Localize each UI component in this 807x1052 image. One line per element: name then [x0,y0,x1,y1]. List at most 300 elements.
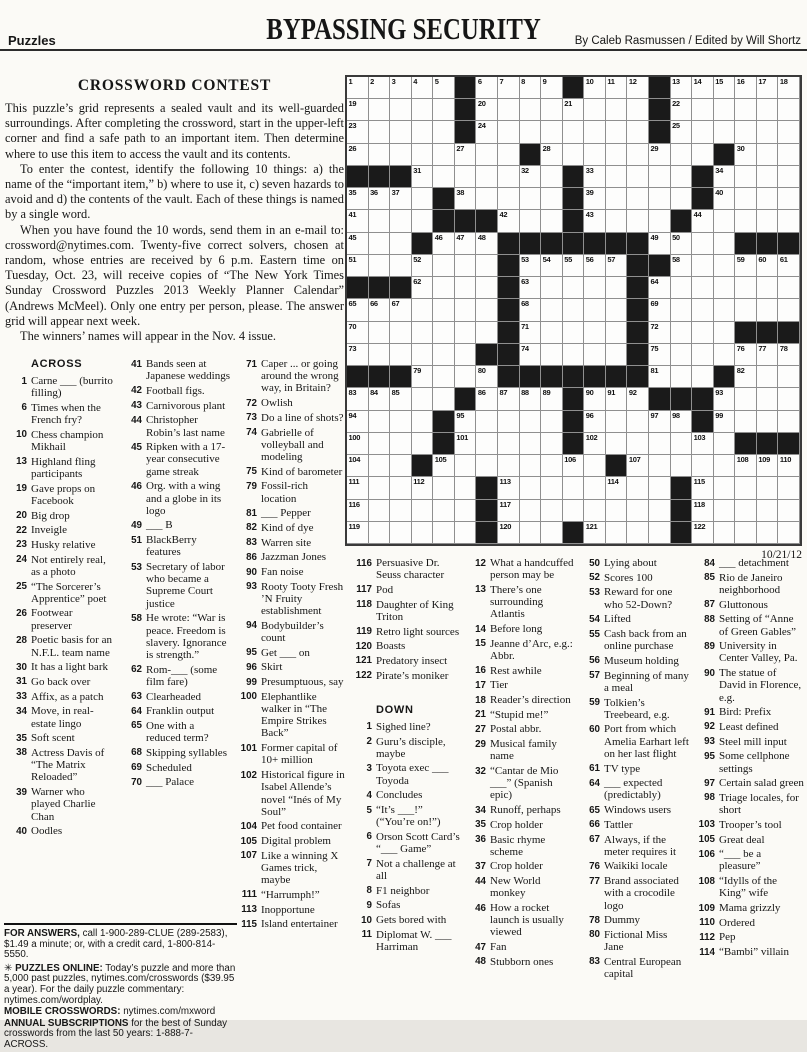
clue-number: 36 [475,834,486,846]
grid-cell [757,166,779,188]
grid-cell [671,233,693,255]
grid-cell [627,188,649,210]
grid-cell [563,322,585,344]
grid-cell [778,388,800,410]
clue-text: Certain salad green [719,777,804,790]
puzzle-date: 10/21/12 [761,549,802,561]
clue-text: Sofas [376,899,401,912]
clue-text: Stubborn ones [490,955,554,968]
clue [694,792,804,816]
cell-number: 77 [758,343,767,353]
grid-cell [606,166,628,188]
footer-online-line [4,964,237,1006]
grid-black-cell [390,366,412,388]
grid-cell [757,210,779,232]
grid-cell [369,233,391,255]
clue-number: 55 [589,628,600,640]
clue-number: 13 [475,584,486,596]
cell-number: 88 [521,388,529,398]
clue-text: Daughter of King Triton [376,598,454,623]
cell-number: 28 [542,143,551,153]
grid-black-cell [714,366,736,388]
cell-number: 18 [779,77,788,86]
grid-cell [778,77,800,99]
clue-text: Affix, as a patch [31,690,104,703]
clue [694,572,804,596]
clue [236,850,346,887]
clue-number: 114 [699,946,715,958]
clue-number: 47 [475,941,486,953]
grid-cell [584,99,606,121]
clue-number: 73 [246,412,257,424]
cell-number: 36 [370,188,378,198]
grid-cell [584,255,606,277]
grid-cell [671,366,693,388]
clue [694,557,804,569]
grid-cell [584,500,606,522]
cell-number: 52 [413,254,421,264]
grid-cell [520,299,542,321]
grid-cell [563,344,585,366]
clue-text: Lying about [604,557,657,569]
grid-cell [347,522,369,544]
clue-column-7 [694,557,804,961]
grid-black-cell [778,233,800,255]
grid-cell [649,144,671,166]
grid-cell [390,188,412,210]
clue-number: 1 [21,375,27,387]
clue [121,705,231,717]
clue [121,385,231,397]
clue [351,804,461,828]
grid-cell [671,277,693,299]
grid-cell [692,522,714,544]
clue-number: 97 [704,777,715,789]
cell-number: 13 [672,77,680,86]
cell-number: 33 [585,165,594,175]
clue [351,584,461,596]
grid-cell [412,121,434,143]
grid-cell [735,477,757,499]
clue [236,427,346,464]
grid-black-cell [347,277,369,299]
clue-text: Football figs. [146,384,205,397]
grid-cell [412,255,434,277]
grid-cell [649,299,671,321]
clue-text: Ordered [719,916,756,929]
cell-number: 7 [499,77,504,86]
clue-text: “Cantar de Mio ___” (Spanish epic) [490,765,559,802]
contest-instructions [5,77,344,344]
grid-cell [563,121,585,143]
clue-text: Move, in real-estate lingo [31,705,94,730]
clue-text: “It’s ___!” (“You’re on!”) [376,804,441,829]
grid-cell [541,411,563,433]
clue-number: 93 [704,736,715,748]
clue [236,480,346,504]
grid-cell [627,477,649,499]
clue-text: Setting of “Anne of Green Gables” [719,613,796,638]
clue-text: Boasts [376,640,406,653]
grid-cell [671,121,693,143]
grid-cell [757,477,779,499]
clue [694,946,804,958]
cell-number: 73 [348,343,357,353]
clue [6,705,116,729]
grid-cell [476,411,498,433]
clue-number: 109 [698,902,715,914]
cell-number: 104 [348,455,361,465]
grid-cell [735,255,757,277]
grid-cell [735,121,757,143]
grid-cell [541,144,563,166]
clue-number: 107 [240,850,257,862]
clue-number: 74 [246,427,257,439]
grid-cell [757,455,779,477]
clue-number: 79 [246,480,257,492]
grid-cell [671,433,693,455]
grid-cell [692,344,714,366]
grid-cell [455,500,477,522]
grid-cell [541,99,563,121]
grid-cell [498,99,520,121]
clue-text: Crop holder [490,818,543,831]
grid-cell [627,210,649,232]
grid-black-cell [563,233,585,255]
clue-number: 106 [698,848,715,860]
clue-number: 64 [131,705,142,717]
grid-cell [433,522,455,544]
clue-text: Pirate’s moniker [376,669,449,682]
clue-number: 85 [704,572,715,584]
clue [121,612,231,661]
cell-number: 50 [672,232,680,242]
clue-text: Times when the French fry? [31,401,101,427]
cell-number: 116 [348,499,360,509]
clue [121,664,231,688]
grid-cell [714,255,736,277]
grid-black-cell [433,210,455,232]
grid-cell [498,388,520,410]
clue-number: 120 [355,640,372,652]
clue-number: 72 [246,397,257,409]
cell-number: 92 [628,388,637,398]
clue-text: Beginning of many a meal [604,669,689,694]
grid-black-cell [671,477,693,499]
clue-text: Gabrielle of volleyball and modeling [261,426,324,463]
grid-cell [778,144,800,166]
contest-paragraph-3: When you have found the 10 words, send them in an e-mail to: crossword@nytimes.com. Twenty-five correct solvers, chosen at random, whose entries are received by 6 p.m. Eastern time on Tuesday, Oct. 23, will receive copies of “The New York Times Sunday Crossword Puzzles 2013 Weekly Planner Calendar” (Andrews McMeel). Only one entry per person, please. The answer grid will appear next week. [5,222,344,328]
clue-number: 76 [589,860,600,872]
grid-black-cell [498,299,520,321]
clue-number: 67 [589,834,600,846]
grid-cell [735,411,757,433]
grid-black-cell [735,322,757,344]
cell-number: 47 [456,232,465,242]
grid-cell [606,210,628,232]
grid-cell [412,144,434,166]
clue [579,763,689,775]
grid-cell [778,166,800,188]
clue-text: Caper ... or going around the wrong way, in Britain? [261,358,339,395]
clue [236,620,346,644]
grid-cell [757,299,779,321]
grid-cell [563,277,585,299]
cell-number: 3 [391,77,396,86]
cell-number: 22 [672,99,680,109]
clue-number: 34 [16,705,27,717]
clue-text: Do a line of shots? [261,411,344,424]
grid-cell [412,433,434,455]
clue-number: 102 [240,769,257,781]
grid-black-cell [563,188,585,210]
grid-cell [757,500,779,522]
grid-cell [627,121,649,143]
clue [236,820,346,832]
clue [351,599,461,623]
clue-text: Bird: Prefix [719,706,772,719]
clue [121,720,231,744]
grid-cell [692,299,714,321]
grid-cell [390,522,412,544]
clue-text: Crop holder [490,860,543,873]
clue-number: 81 [246,507,257,519]
clue-number: 88 [704,613,715,625]
clue [351,626,461,638]
grid-black-cell [476,344,498,366]
cell-number: 63 [521,277,529,287]
grid-cell [347,188,369,210]
grid-cell [778,477,800,499]
grid-cell [778,299,800,321]
clue-number: 105 [240,835,257,847]
clue-text: Oodles [31,825,63,838]
grid-cell [455,366,477,388]
clue [121,776,231,788]
grid-cell [606,277,628,299]
grid-cell [541,277,563,299]
clue-text: TV type [604,762,641,775]
clue-number: 69 [131,762,142,774]
grid-cell [520,210,542,232]
cell-number: 30 [736,143,745,153]
grid-cell [541,500,563,522]
clue [6,676,116,688]
clue-number: 95 [246,647,257,659]
clue-text: Jazzman Jones [261,551,327,564]
grid-cell [390,388,412,410]
grid-black-cell [563,366,585,388]
clue-number: 90 [246,566,257,578]
clue-text: Jeanne d’Arc, e.g.: Abbr. [490,637,573,662]
grid-cell [347,121,369,143]
cell-number: 16 [736,77,745,86]
grid-black-cell [649,99,671,121]
clue [351,914,461,926]
grid-cell [714,455,736,477]
grid-cell [735,299,757,321]
clue [236,661,346,673]
clue [465,665,575,677]
clue-number: 90 [704,667,715,679]
grid-cell [476,188,498,210]
clue-number: 41 [131,358,142,370]
clue [465,834,575,858]
grid-cell [649,522,671,544]
cell-number: 48 [477,232,486,242]
clue-section-header: ACROSS [31,358,83,370]
clue-number: 57 [589,670,600,682]
grid-cell [649,277,671,299]
clue [694,902,804,914]
grid-cell [347,255,369,277]
grid-black-cell [520,233,542,255]
clue-number: 100 [240,691,257,703]
cell-number: 107 [628,455,641,465]
cell-number: 27 [456,143,465,153]
grid-cell [563,477,585,499]
grid-cell [412,277,434,299]
clue-number: 4 [366,789,372,801]
clue-text: Orson Scott Card’s “___ Game” [376,830,460,856]
clue [236,769,346,818]
grid-cell [412,411,434,433]
cell-number: 8 [521,77,525,86]
grid-black-cell [627,255,649,277]
cell-number: 78 [779,343,788,353]
clue [351,831,461,855]
grid-black-cell [649,255,671,277]
clue-text: Skipping syllables [146,746,227,759]
grid-cell [541,522,563,544]
cell-number: 91 [607,388,616,398]
cell-number: 68 [521,299,529,309]
grid-cell [584,522,606,544]
grid-cell [520,455,542,477]
clue-number: 54 [589,613,600,625]
grid-black-cell [735,233,757,255]
cell-number: 97 [650,410,659,420]
clue [236,522,346,534]
grid-cell [347,144,369,166]
clue-number: 35 [475,819,486,831]
grid-cell [778,455,800,477]
clue-text: Actress Davis of “The Matrix Reloaded” [31,746,105,784]
clue-text: Persuasive Dr. Seuss character [376,557,445,582]
grid-cell [455,255,477,277]
grid-cell [649,455,671,477]
cell-number: 76 [736,343,745,353]
grid-cell [390,121,412,143]
grid-cell [498,455,520,477]
grid-cell [476,366,498,388]
grid-cell [692,500,714,522]
clue-number: 16 [475,665,486,677]
clue-text: ___ Pepper [261,507,311,520]
clue [351,640,461,652]
grid-cell [735,344,757,366]
clue [236,835,346,847]
cell-number: 35 [348,188,357,198]
clue-text: Diplomat W. ___ Harriman [376,928,452,954]
grid-cell [455,344,477,366]
grid-cell [520,255,542,277]
grid-black-cell [584,233,606,255]
grid-cell [412,99,434,121]
clue-text: Go back over [31,675,91,688]
grid-cell [347,322,369,344]
grid-cell [412,344,434,366]
clue [351,736,461,760]
clue-number: 25 [16,581,27,593]
clue [6,510,116,522]
grid-cell [433,388,455,410]
clue [465,956,575,968]
grid-black-cell [390,166,412,188]
grid-cell [390,255,412,277]
clue-text: Gave props on Facebook [31,482,96,507]
grid-cell [584,433,606,455]
cell-number: 75 [650,343,659,353]
grid-black-cell [627,322,649,344]
clue-number: 51 [131,534,142,546]
clue [236,676,346,688]
clue-number: 53 [589,586,600,598]
grid-cell [347,299,369,321]
clue-number: 99 [246,676,257,688]
clue [121,414,231,438]
clue-number: 66 [589,819,600,831]
clue [694,706,804,718]
grid-cell [476,277,498,299]
header-rule [0,49,807,51]
clue-text: Warren site [261,536,312,549]
clue-text: Tier [490,679,508,692]
grid-cell [563,99,585,121]
clue-text: Sighed line? [376,720,431,733]
grid-cell [455,433,477,455]
clue-text: Steel mill input [719,735,787,748]
cell-number: 105 [434,455,447,465]
grid-cell [671,344,693,366]
grid-black-cell [369,277,391,299]
clue-text: Rest awhile [490,664,542,677]
clue-text: There’s one surrounding Atlantis [490,583,544,621]
grid-cell [735,455,757,477]
grid-black-cell [347,166,369,188]
clue-number: 64 [589,777,600,789]
clue-number: 103 [698,819,715,831]
clue [121,747,231,759]
grid-black-cell [455,388,477,410]
grid-cell [455,522,477,544]
grid-cell [541,388,563,410]
cell-number: 58 [672,254,680,264]
grid-black-cell [498,366,520,388]
cell-number: 117 [499,499,511,509]
clue [465,765,575,802]
clue-text: “Stupid me!” [490,708,549,721]
clue-number: 7 [366,858,372,870]
clue-text: Inopportune [261,903,315,916]
grid-black-cell [692,188,714,210]
grid-cell [412,166,434,188]
clue [351,858,461,882]
clue [465,623,575,635]
footer-answers-line [4,929,237,961]
clue-text: One with a reduced term? [146,719,209,745]
clue [6,634,116,658]
